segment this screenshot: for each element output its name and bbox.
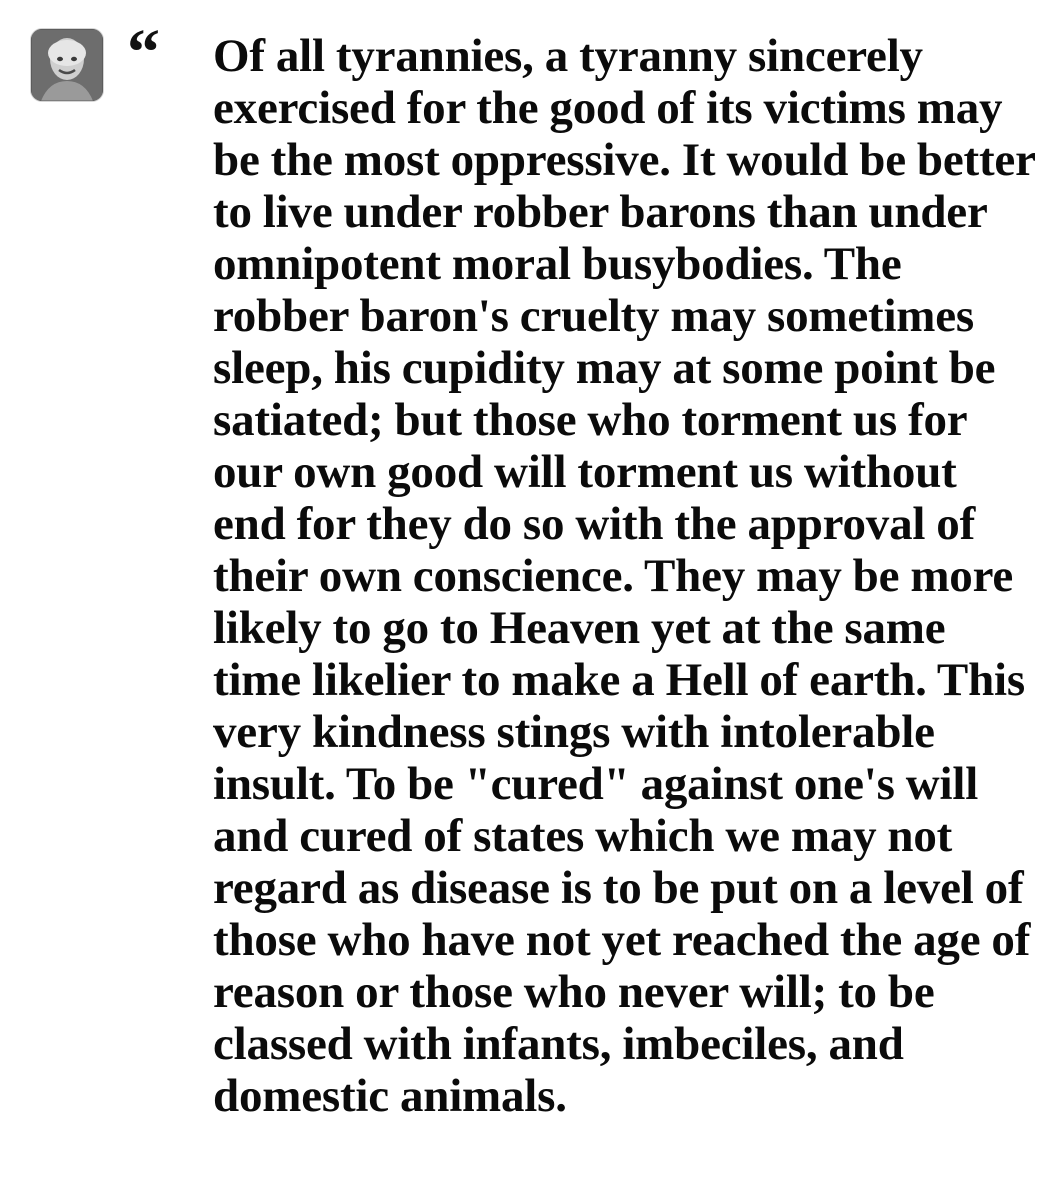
quote-mark-icon: “ bbox=[127, 16, 158, 89]
quote-text: Of all tyrannies, a tyranny sincerely exercised for the good of its victims may be the most oppressive. It would be better to live under robber barons than under omnipotent moral busybodies. The robber baron's cruelty may sometimes sleep, his cupidity may at some point be satiated; but those who torment us for our own good will torment us without end for they do so with the approval of their own conscience. They may be more likely to go to Heaven yet at the same time likelier to make a Hell of earth. This very kindness stings with intolerable insult. To be "cured" against one's will and cured of states which we may not regard as disease is to be put on a level of those who have not yet reached the age of reason or those who never will; to be classed with infants, imbeciles, and domestic animals. bbox=[213, 30, 1046, 1122]
portrait-avatar-icon bbox=[31, 29, 103, 101]
avatar[interactable] bbox=[30, 28, 104, 102]
